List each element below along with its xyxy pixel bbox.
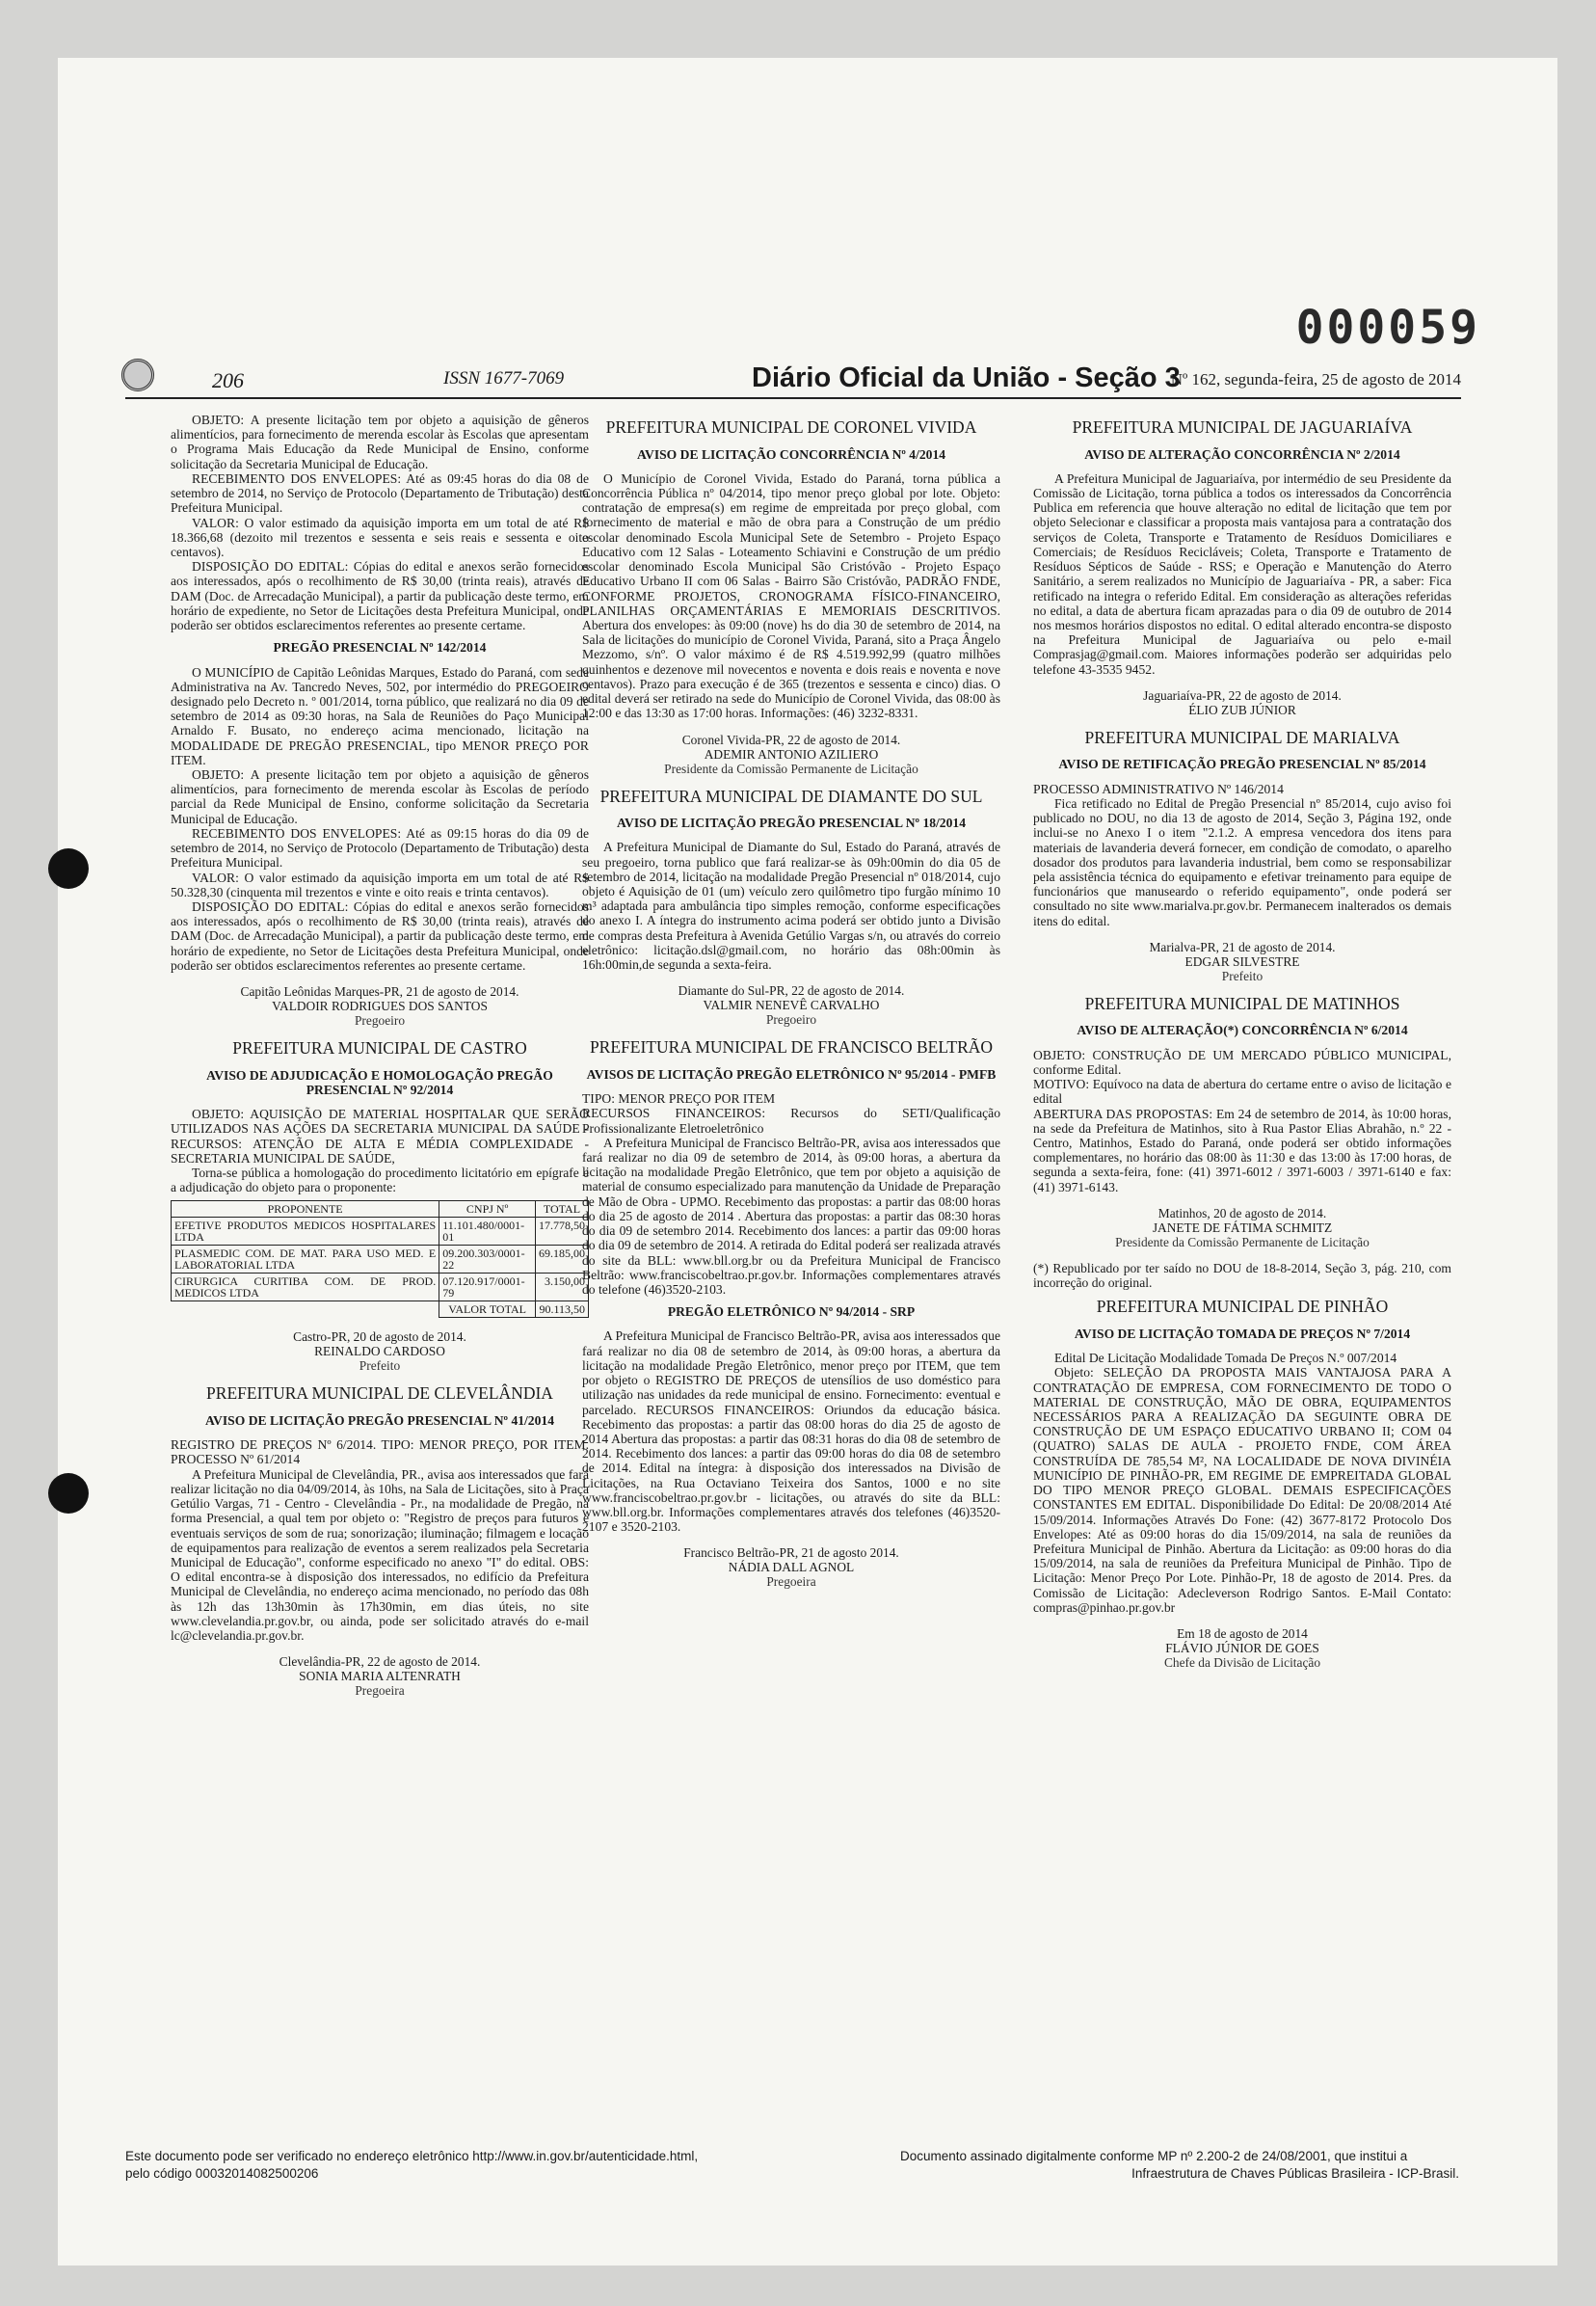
- table-total-value: 90.113,50: [535, 1301, 588, 1318]
- paragraph: OBJETO: A presente licitação tem por objeto a aquisição de gêneros alimentícios, para fornecimento de merenda escolar às Escolas de período parcial da Rede Municipal de Ensino, conforme solicitação da Secretaria Municipal de Educação.: [171, 767, 589, 826]
- signature-place-date: Jaguariaíva-PR, 22 de agosto de 2014.: [1143, 687, 1342, 703]
- paragraph: VALOR: O valor estimado da aquisição importa em um total de até R$ 18.366,68 (dezoito mil trezentos e sessenta e seis reais e sessenta e oito centavos).: [171, 515, 589, 559]
- signatory-name: EDGAR SILVESTRE: [1184, 953, 1300, 969]
- signature-place-date: Marialva-PR, 21 de agosto de 2014.: [1149, 939, 1336, 954]
- org-heading: PREFEITURA MUNICIPAL DE JAGUARIAÍVA: [1072, 417, 1413, 437]
- signature-place-date: Em 18 de agosto de 2014: [1177, 1626, 1308, 1642]
- paragraph: PROCESSO ADMINISTRATIVO Nº 146/2014: [1033, 781, 1284, 796]
- punch-hole: [48, 848, 89, 889]
- notice-title: AVISO DE ALTERAÇÃO(*) CONCORRÊNCIA Nº 6/2014: [1077, 1023, 1408, 1038]
- signatory-name: VALMIR NENEVÊ CARVALHO: [703, 998, 880, 1013]
- signature-place-date: Francisco Beltrão-PR, 21 de agosto 2014.: [683, 1545, 899, 1561]
- paragraph: RECEBIMENTO DOS ENVELOPES: Até as 09:15 horas do dia 09 de setembro de 2014, no Serviço de Protocolo (Departamento de Tributação) desta Prefeitura Municipal.: [171, 825, 589, 871]
- footer-signature-note: [900, 2148, 1459, 2182]
- table-cell: 69.185,00: [535, 1246, 588, 1274]
- paragraph: A Prefeitura Municipal de Clevelândia, PR., avisa aos interessados que fará realizar licitação no dia 04/09/2014, às 10hs, na Sala de Licitações, sito à Praça Getúlio Vargas, 71 - Centro - Clevelândia - Pr., na modalidade de Pregão, na forma Presencial, a qual tem por objeto o: "Registro de preços para futuros e eventuais serviços de som de rua; sonorização; iluminação; filmagem e locação de equipamentos para realização de eventos a serem realizados pela Secretaria Municipal de Educação", conforme especificado no anexo "I" do edital. OBS: O edital encontra-se à disposição dos interessados, no edifício da Prefeitura Municipal de Clevelândia, no endereço acima mencionado, no período das 08h às 12h das 13h30min às 17h30min, em dias úteis, no site www.clevelandia.pr.gov.br, ou ainda, pode ser solicitado através do e-mail lc@clevelandia.pr.gov.br.: [171, 1466, 589, 1644]
- signature-block: [171, 1654, 589, 1698]
- org-heading: PREFEITURA MUNICIPAL DE FRANCISCO BELTRÃO: [589, 1037, 994, 1058]
- signatory-name: NÁDIA DALL AGNOL: [728, 1560, 855, 1575]
- signatory-name: VALDOIR RODRIGUES DOS SANTOS: [272, 999, 488, 1014]
- page-stamp-number: 000059: [1295, 301, 1480, 355]
- table-cell: 09.200.303/0001-22: [439, 1246, 536, 1274]
- signatory-role: Prefeito: [1221, 968, 1264, 983]
- org-heading: PREFEITURA MUNICIPAL DE MATINHOS: [1084, 993, 1400, 1013]
- paragraph: REGISTRO DE PREÇOS Nº 6/2014. TIPO: MENOR PREÇO, POR ITEM. PROCESSO Nº 61/2014: [171, 1437, 589, 1467]
- paragraph: Torna-se pública a homologação do procedimento licitatório em epígrafe e a adjudicação do objeto para o proponente:: [171, 1166, 589, 1195]
- column-2: [582, 413, 1000, 1600]
- signature-place-date: Capitão Leônidas Marques-PR, 21 de agosto de 2014.: [240, 984, 519, 1000]
- paragraph: OBJETO: CONSTRUÇÃO DE UM MERCADO PÚBLICO MUNICIPAL, conforme Edital.: [1033, 1047, 1451, 1077]
- notice-title: AVISO DE LICITAÇÃO TOMADA DE PREÇOS Nº 7/2014: [1074, 1326, 1411, 1341]
- notice-title: AVISOS DE LICITAÇÃO PREGÃO ELETRÔNICO Nº 95/2014 - PMFB: [586, 1066, 997, 1082]
- signature-place-date: Coronel Vivida-PR, 22 de agosto de 2014.: [681, 732, 901, 747]
- page-header: [125, 362, 1461, 399]
- notice-title: AVISO DE ADJUDICAÇÃO E HOMOLOGAÇÃO PREGÃO PRESENCIAL Nº 92/2014: [206, 1067, 553, 1097]
- signature-place-date: Clevelândia-PR, 22 de agosto de 2014.: [279, 1654, 481, 1670]
- signature-block: [171, 984, 589, 1028]
- org-heading: PREFEITURA MUNICIPAL DE MARIALVA: [1084, 727, 1400, 747]
- paragraph: RECURSOS FINANCEIROS: Recursos do SETI/Qualificação Profissionalizante Eletroeletrônico: [582, 1106, 1000, 1136]
- table-cell: 3.150,00: [535, 1274, 588, 1301]
- signatory-role: Prefeito: [359, 1358, 401, 1374]
- table-header: TOTAL: [535, 1201, 588, 1218]
- signatory-name: FLÁVIO JÚNIOR DE GOES: [1165, 1641, 1319, 1656]
- signature-place-date: Matinhos, 20 de agosto de 2014.: [1157, 1205, 1327, 1220]
- paragraph: A Prefeitura Municipal de Diamante do Sul, Estado do Paraná, através de seu pregoeiro, torna publico que fará realizar-se às 09h:00min do dia 05 de setembro de 2014, licitação na modalidade Pregão Presencial nº 018/2014, cujo objeto é Aquisição de 01 (um) veículo zero quilômetro tipo furgão mínimo 10 m³ adaptada para ambulância tipo simples remoção, conforme especificações do anexo I. A íntegra do instrumento acima poderá ser obtido junto a Divisão de compras desta Prefeitura à Avenida Getúlio Vargas s/n, ou através do correio eletrônico: licitação.dsl@gmail.com, no horário das 08h:00min às 16h:00min,de segunda a sexta-feira.: [582, 840, 1000, 973]
- footer-text: Documento assinado digitalmente conforme MP nº 2.200-2 de 24/08/2001, que institui a: [900, 2149, 1408, 2163]
- paragraph: A Prefeitura Municipal de Francisco Beltrão-PR, avisa aos interessados que fará realizar no dia 08 de setembro de 2014, às 09:00 horas, a abertura da licitação na modalidade Pregão Eletrônico, menor preço por ITEM, que tem por objeto o REGISTRO DE PREÇOS de utensílios de uso doméstico para utilização nas unidades da rede municipal de ensino. Fornecimento: eventual e parcelado. RECURSOS FINANCEIROS: Oriundos da educação básica. Recebimento das propostas: a partir das 08:00 horas do dia 25 de agosto de 2014 Abertura das propostas: a partir das 08:31 horas do dia 08 de setembro de 2014. Recebimento dos lances: a partir das 09:00 horas do dia 08 de setembro de 2014. Edital na íntegra: à disposição dos interessados na Divisão de Licitações, na Rua Octaviano Teixeira dos Santos, 1000 e no site www.franciscobeltrao.pr.gov.br - licitações, ou através do site da BLL: www.bll.org.br. Informações complementares através dos telefones (46)3520-2107 e 3520-2103.: [582, 1328, 1000, 1535]
- paragraph: O Município de Coronel Vivida, Estado do Paraná, torna pública a Concorrência Pública nº 04/2014, tipo menor preço global por lote. Objeto: contratação de empresa(s) em regime de empreitada por preço global, com fornecimento de material e mão de obra para a Construção de um prédio escolar denominado Escola Municipal Sete de Setembro - Projeto Espaço Educativo com 12 Salas - Loteamento Schiavini e Construção de um prédio escolar denominado Escola Municipal São Cristóvão - Projeto Espaço Educativo Urbano II com 06 Salas - Bairro São Cristóvão, PADRÃO FNDE, CONFORME PROJETOS, CRONOGRAMA FÍSICO-FINANCEIRO, PLANILHAS ORÇAMENTÁRIAS E MEMORIAIS DESCRITIVOS. Abertura dos envelopes: às 09:00 (nove) hs do dia 30 de setembro de 2014, na Sala de licitações do município de Coronel Vivida, Paraná, sito a Praça Ângelo Mezzomo, s/nº. O valor máximo é de R$ 4.519.992,99 (quatro milhões quinhentos e dezenove mil novecentos e noventa e dois reais e noventa e nove centavos). Prazo para execução é de 365 (trezentos e sessenta e cinco) dias. O edital deverá ser retirado na sede do Município de Coronel Vivida, das 08:00 às 12:00 e das 13:30 as 17:00 horas. Informações: (46) 3232-8331.: [582, 470, 1000, 721]
- signature-block: [582, 983, 1000, 1027]
- notice-title: AVISO DE LICITAÇÃO PREGÃO PRESENCIAL Nº 41/2014: [204, 1413, 554, 1429]
- signature-place-date: Castro-PR, 20 de agosto de 2014.: [293, 1329, 466, 1345]
- signature-block: [1033, 940, 1451, 983]
- paragraph: VALOR: O valor estimado da aquisição importa em um total de até R$ 50.328,30 (cinquenta mil trezentos e vinte e oito reais e trinta centavos).: [171, 870, 589, 899]
- coat-of-arms-icon: [121, 359, 154, 391]
- signature-block: [582, 733, 1000, 776]
- paragraph: O MUNICÍPIO de Capitão Leônidas Marques, Estado do Paraná, com sede Administrativa na Av. Tancredo Neves, 502, por intermédio do PREGOEIRO designado pelo Decreto n. º 001/2014, torna público, que realizará no dia 09 de setembro de 2014 as 09:30 horas, na Sala de Reuniões do Paço Municipal Arnaldo F. Busato, no endereço acima mencionado, licitação na MODALIDADE DE PREGÃO PRESENCIAL, tipo MENOR PREÇO POR ITEM.: [171, 664, 589, 767]
- award-table: [171, 1200, 589, 1318]
- paragraph: OBJETO: AQUISIÇÃO DE MATERIAL HOSPITALAR QUE SERÃO UTILIZADOS NAS AÇÕES DA SECRETARIA MUNICIPAL DA SAÚDE - RECURSOS: ATENÇÃO DE ALTA E MÉDIA COMPLEXIDADE - SECRETARIA MUNICIPAL DE SAÚDE,: [171, 1107, 589, 1166]
- footer-text: pelo código 00032014082500206: [125, 2165, 319, 2181]
- signatory-name: SONIA MARIA ALTENRATH: [299, 1669, 461, 1684]
- table-row: [172, 1246, 589, 1274]
- table-cell: 17.778,50: [535, 1218, 588, 1246]
- signature-block: [582, 1545, 1000, 1589]
- table-cell: 07.120.917/0001-79: [439, 1274, 536, 1301]
- republication-note: (*) Republicado por ter saído no DOU de 18-8-2014, Seção 3, pág. 210, com incorreção do original.: [1033, 1260, 1451, 1291]
- notice-title: AVISO DE ALTERAÇÃO CONCORRÊNCIA Nº 2/2014: [1084, 446, 1400, 462]
- paragraph: DISPOSIÇÃO DO EDITAL: Cópias do edital e anexos serão fornecidos aos interessados, após o recolhimento de R$ 30,00 (trinta reais), através de DAM (Doc. de Arrecadação Municipal), a partir da publicação deste termo, em horário de expediente, no Setor de Licitações desta Prefeitura Municipal, onde poderão ser obtidos esclarecimentos referentes ao presente certame.: [171, 559, 589, 633]
- paragraph: TIPO: MENOR PREÇO POR ITEM: [582, 1091, 776, 1107]
- org-heading: PREFEITURA MUNICIPAL DE CLEVELÂNDIA: [206, 1383, 553, 1404]
- table-row: [172, 1274, 589, 1301]
- table-cell: PLASMEDIC COM. DE MAT. PARA USO MED. E LABORATORIAL LTDA: [172, 1246, 439, 1274]
- signatory-role: Chefe da Divisão de Licitação: [1163, 1655, 1321, 1671]
- table-cell: CIRURGICA CURITIBA COM. DE PROD. MEDICOS LTDA: [172, 1274, 439, 1301]
- notice-title: AVISO DE LICITAÇÃO CONCORRÊNCIA Nº 4/2014: [636, 446, 946, 462]
- paragraph: DISPOSIÇÃO DO EDITAL: Cópias do edital e anexos serão fornecidos aos interessados, após o recolhimento de R$ 30,00 (trinta reais), através de DAM (Doc. de Arrecadação Municipal), a partir da publicação deste termo, em horário de expediente, no Setor de Licitações desta Prefeitura Municipal, onde poderão ser obtidos esclarecimentos referentes ao presente certame.: [171, 899, 589, 973]
- org-heading: PREFEITURA MUNICIPAL DE CORONEL VIVIDA: [605, 417, 977, 437]
- paragraph: MOTIVO: Equívoco na data de abertura do certame entre o aviso de licitação e edital: [1033, 1077, 1451, 1107]
- column-3: [1033, 413, 1451, 1681]
- signatory-name: JANETE DE FÁTIMA SCHMITZ: [1152, 1220, 1333, 1235]
- table-cell: 11.101.480/0001-01: [439, 1218, 536, 1246]
- org-heading: PREFEITURA MUNICIPAL DE CASTRO: [232, 1038, 527, 1059]
- journal-title: Diário Oficial da União - Seção 3: [752, 362, 1181, 393]
- table-total-label: VALOR TOTAL: [439, 1301, 536, 1318]
- paragraph: A Prefeitura Municipal de Francisco Beltrão-PR, avisa aos interessados que fará realizar no dia 09 de setembro de 2014, às 09:00 horas, a abertura da licitação na modalidade Pregão Eletrônico, que tem por objeto a aquisição de material de consumo especializado para manutenção da Unidade de Preparação de Mão de Obra - UPMO. Recebimento das propostas: a partir das 08:00 horas do dia 25 de agosto de 2014 . Abertura das propostas: a partir das 08:30 horas do dia 09 de setembro 2014. Recebimento dos lances: a partir das 09:00 horas do dia 09 de setembro de 2014. A retirada do Edital poderá ser realizada através do site da BLL: www.bll.org.br ou da Prefeitura Municipal de Francisco Beltrão: www.franciscobeltrao.pr.gov.br. Informações complementares através do telefone (46)3520-2103.: [582, 1135, 1000, 1297]
- paragraph: ABERTURA DAS PROPOSTAS: Em 24 de setembro de 2014, às 10:00 horas, na sede da Prefeitura de Matinhos, sito à Rua Pastor Elias Abrahão, n.º 22 - Centro, Matinhos, Estado do Paraná, onde poderá ser obtido informações complementares, no horário das 08:00 às 11:30 e das 13:00 às 17:00 horas, de segunda a sexta-feira, fone: (41) 3971-6012 / 3971-6003 / 3971-6140 e fax: (41) 3971-6143.: [1033, 1106, 1451, 1194]
- table-header: PROPONENTE: [172, 1201, 439, 1218]
- signatory-role: Pregoeiro: [765, 1012, 817, 1028]
- table-row: [172, 1218, 589, 1246]
- notice-title: AVISO DE LICITAÇÃO PREGÃO PRESENCIAL Nº 18/2014: [616, 816, 966, 831]
- signature-block: [1033, 1206, 1451, 1249]
- signature-block: [1033, 1626, 1451, 1670]
- signatory-name: ÉLIO ZUB JÚNIOR: [1188, 702, 1296, 717]
- page-number: 206: [212, 368, 244, 392]
- signature-block: [171, 1329, 589, 1373]
- notice-title: AVISO DE RETIFICAÇÃO PREGÃO PRESENCIAL Nº 85/2014: [1058, 757, 1426, 772]
- footer-verification: [125, 2148, 800, 2182]
- signatory-role: Pregoeiro: [354, 1013, 406, 1029]
- signatory-role: Presidente da Comissão Permanente de Licitação: [664, 761, 918, 776]
- table-total-row: [172, 1301, 589, 1318]
- paragraph: Objeto: SELEÇÃO DA PROPOSTA MAIS VANTAJOSA PARA A CONTRATAÇÃO DE EMPRESA, COM FORNECIMENTO DE TODO O MATERIAL DE CONSTRUÇÃO, MÃO DE OBRA, EQUIPAMENTOS NECESSÁRIOS PARA A REALIZAÇÃO DA SEGUINTE OBRA DE CONSTRUÇÃO DE UM ESPAÇO EDUCATIVO URBANO II; COM 04 (QUATRO) SALAS DE AULA - PROJETO FNDE, COM ÁREA CONSTRUÍDA DE 785,54 M², NA LOCALIDADE DE NOVA DIVINÉIA MUNICÍPIO DE PINHÃO-PR, EM REGIME DE EMPREITADA GLOBAL DO TIPO MENOR PREÇO GLOBAL. DEMAIS ESPECIFICAÇÕES CONSTANTES EM EDITAL. Disponibilidade Do Edital: De 20/08/2014 Até 15/09/2014. Informações Através Do Fone: (42) 3677-8172 Protocolo Dos Envelopes: Até as 09:00 horas do dia 15/09/2014, na sala de reuniões da Prefeitura Municipal de Pinhão. Abertura da Licitação: as 09:00 horas do dia 15/09/2014, na sala de reuniões da Prefeitura Municipal de Pinhão. Tipo de Licitação: Menor Preço Por Lote. Pinhão-Pr, 18 de agosto de 2014. Pres. da Comissão de Licitação: Adecleverson Rodrigo Santos. E-Mail Contato: compras@pinhao.pr.gov.br: [1033, 1365, 1451, 1615]
- org-heading: PREFEITURA MUNICIPAL DE DIAMANTE DO SUL: [599, 786, 983, 806]
- issn: ISSN 1677-7069: [443, 368, 565, 389]
- signature-block: [1033, 688, 1451, 717]
- notice-title: PREGÃO PRESENCIAL Nº 142/2014: [273, 640, 487, 656]
- paragraph: A Prefeitura Municipal de Jaguariaíva, por intermédio de seu Presidente da Comissão de Licitação, torna pública a todos os interessados da Concorrência Publica em referencia que houve alteração no edital de licitação que tem por objeto Selecionar e classificar a proposta mais vantajosa para a contratação dos serviços de Coleta, Transporte e Tratamento de Resíduos Domiciliares e Comerciais; de Resíduos Recicláveis; Coleta, Transporte e Tratamento de Resíduos Sépticos de Saúde - RSS; e Operação e Manutenção do Aterro Sanitário, a serem realizados no Município de Jaguariaíva - PR, a saber: Fica retificado na integra o referido Edital. Em consideração as alterações referidas no edital, a data de abertura ficam aprazadas para o dia 09 de outubro de 2014 nos mesmos horários dispostos no edital. O edital alterado encontra-se disposto na Prefeitura Municipal de Jaguariaíva ou pelo e-mail Comprasjag@gmail.com. Maiores informações poderão ser adquiridas pelo telefone 43-3535 9452.: [1033, 470, 1451, 677]
- punch-hole: [48, 1473, 89, 1514]
- signatory-role: Pregoeira: [766, 1574, 816, 1590]
- signatory-name: REINALDO CARDOSO: [314, 1344, 445, 1359]
- footer-text: Infraestrutura de Chaves Públicas Brasileira - ICP-Brasil.: [1131, 2165, 1459, 2181]
- column-1: [171, 413, 589, 1709]
- org-heading: PREFEITURA MUNICIPAL DE PINHÃO: [1096, 1297, 1389, 1317]
- signature-place-date: Diamante do Sul-PR, 22 de agosto de 2014.: [678, 983, 905, 999]
- signatory-role: Pregoeira: [355, 1683, 405, 1699]
- paragraph: OBJETO: A presente licitação tem por objeto a aquisição de gêneros alimentícios, para fornecimento de merenda escolar às Escolas que apresentam o Programa Mais Educação da Rede Municipal de Ensino, conforme solicitação da Secretaria Municipal de Educação.: [171, 413, 589, 471]
- paragraph: Edital De Licitação Modalidade Tomada De Preços N.º 007/2014: [1054, 1351, 1397, 1366]
- paragraph: RECEBIMENTO DOS ENVELOPES: Até as 09:45 horas do dia 08 de setembro de 2014, no Serviço de Protocolo (Departamento de Tributação) desta Prefeitura Municipal.: [171, 470, 589, 516]
- signatory-name: ADEMIR ANTONIO AZILIERO: [704, 746, 879, 762]
- paragraph: Fica retificado no Edital de Pregão Presencial nº 85/2014, cujo aviso foi publicado no DOU, no dia 13 de agosto de 2014, Seção 3, Página 192, onde inclui-se no Anexo I o item "2.1.2. A empresa vencedora dos itens para materiais de lavanderia deverá fornecer, em condição de comodato, o aparelho dosador dos produtos para lavanderia industrial, bem como se responsabilizar pela assistência técnica do equipamento e efetivar treinamento para equipe de funcionários que manuseardo o referido equipamento", onde poderá ser consultado no site www.marialva.pr.gov.br. Permanecem inalterados os demais itens do edital.: [1033, 795, 1451, 928]
- edition-date: Nº 162, segunda-feira, 25 de agosto de 2014: [1170, 370, 1461, 389]
- table-header: CNPJ Nº: [439, 1201, 536, 1218]
- notice-title: PREGÃO ELETRÔNICO Nº 94/2014 - SRP: [667, 1304, 916, 1320]
- footer-text: Este documento pode ser verificado no endereço eletrônico http://www.in.gov.br/autenticidade.html,: [125, 2149, 699, 2163]
- signatory-role: Presidente da Comissão Permanente de Licitação: [1115, 1234, 1370, 1249]
- table-cell: EFETIVE PRODUTOS MEDICOS HOSPITALARES LTDA: [172, 1218, 439, 1246]
